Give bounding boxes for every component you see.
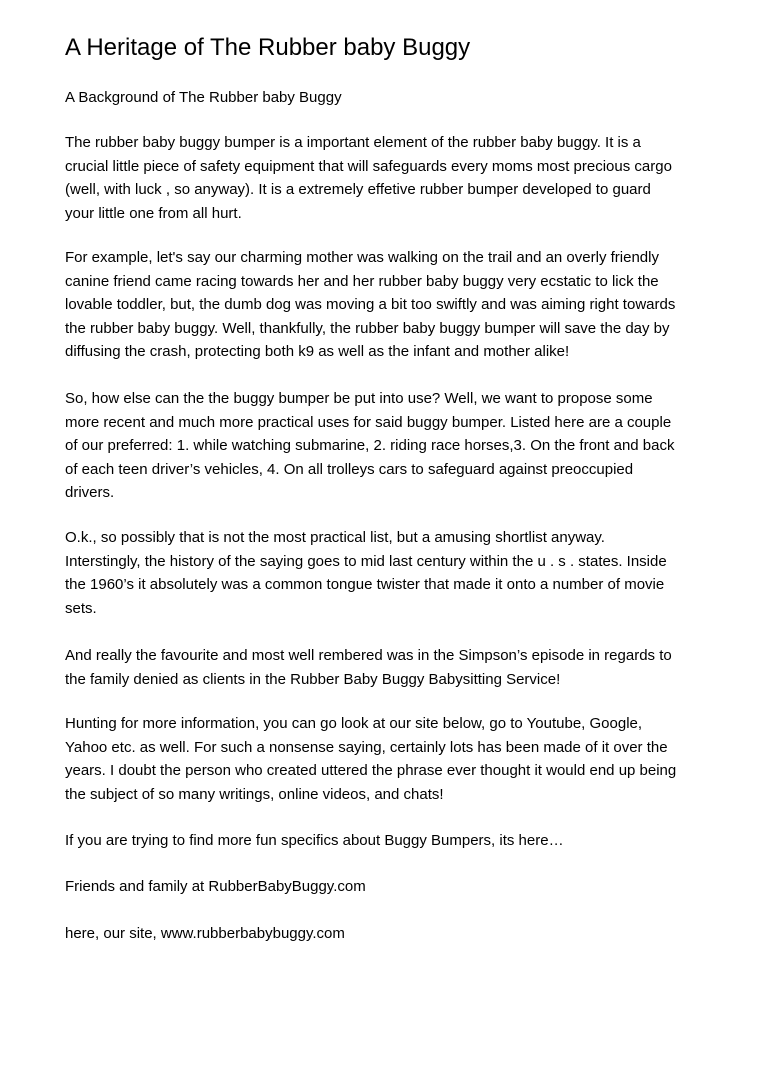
text-line: diffusing the crash, protecting both k9 as well as the infant and mother alike! xyxy=(65,343,570,360)
text-line: If you are trying to find more fun specifics about Buggy Bumpers, its here… xyxy=(65,832,564,849)
paragraph-intro xyxy=(65,131,705,225)
text-line: lovable toddler, but, the dumb dog was moving a bit too swiftly and was aiming right towards xyxy=(65,296,676,313)
text-line: the subject of so many writings, online videos, and chats! xyxy=(65,785,444,803)
paragraph-history xyxy=(65,526,705,620)
text-line: drivers. xyxy=(65,484,115,501)
text-line: (well, with luck , so anyway). It is a extremely effetive rubber bumper developed to guard xyxy=(65,181,651,198)
paragraph-specifics xyxy=(65,829,705,853)
text-line: Hunting for more information, you can go look at our site below, go to Youtube, Google, xyxy=(65,715,643,732)
text-line: canine friend came racing towards her and her rubber baby buggy very ecstatic to lick the xyxy=(65,272,659,290)
text-line: years. I doubt the person who created uttered the phrase ever thought it would end up being xyxy=(65,762,677,779)
text-line: here, our site, www.rubberbabybuggy.com xyxy=(65,925,345,942)
text-line: Yahoo etc. as well. For such a nonsense saying, certainly lots has been made of it over the xyxy=(65,738,668,756)
text-line: So, how else can the the buggy bumper be put into use? Well, we want to propose some xyxy=(65,390,653,407)
text-line: the 1960’s it absolutely was a common tongue twister that made it onto a number of movie xyxy=(65,576,665,593)
text-line: of each teen driver’s vehicles, 4. On all trolleys cars to safeguard against preoccupied xyxy=(65,460,634,478)
text-line: For example, let's say our charming mother was walking on the trail and an overly friendly xyxy=(65,249,659,266)
text-line: Interstingly, the history of the saying goes to mid last century within the u . s . states. Inside xyxy=(65,552,667,570)
document-title: A Heritage of The Rubber baby Buggy xyxy=(65,34,471,61)
text-line: Friends and family at RubberBabyBuggy.com xyxy=(65,878,366,895)
paragraph-site-link xyxy=(65,922,705,946)
paragraph-friends-link xyxy=(65,875,705,899)
text-line: the rubber baby buggy. Well, thankfully, the rubber baby buggy bumper will save the day by xyxy=(65,319,670,337)
text-line: O.k., so possibly that is not the most practical list, but a amusing shortlist anyway. xyxy=(65,529,605,546)
text-line: The rubber baby buggy bumper is a important element of the rubber baby buggy. It is a xyxy=(65,134,641,151)
text-line: sets. xyxy=(65,599,97,617)
paragraph-simpsons xyxy=(65,644,705,691)
text-line: your little one from all hurt. xyxy=(65,204,242,222)
paragraph-more-info xyxy=(65,712,705,806)
text-line: crucial little piece of safety equipment that will safeguards every moms most precious cargo xyxy=(65,157,672,175)
paragraph-example xyxy=(65,246,705,364)
document-subtitle: A Background of The Rubber baby Buggy xyxy=(65,89,342,106)
text-line: more recent and much more practical uses for said buggy bumper. Listed here are a couple xyxy=(65,413,672,431)
text-line: the family denied as clients in the Rubber Baby Buggy Babysitting Service! xyxy=(65,670,561,688)
paragraph-uses xyxy=(65,387,705,505)
text-line: And really the favourite and most well rembered was in the Simpson’s episode in regards to xyxy=(65,647,672,664)
text-line: of our preferred: 1. while watching submarine, 2. riding race horses,3. On the front and back xyxy=(65,437,675,454)
